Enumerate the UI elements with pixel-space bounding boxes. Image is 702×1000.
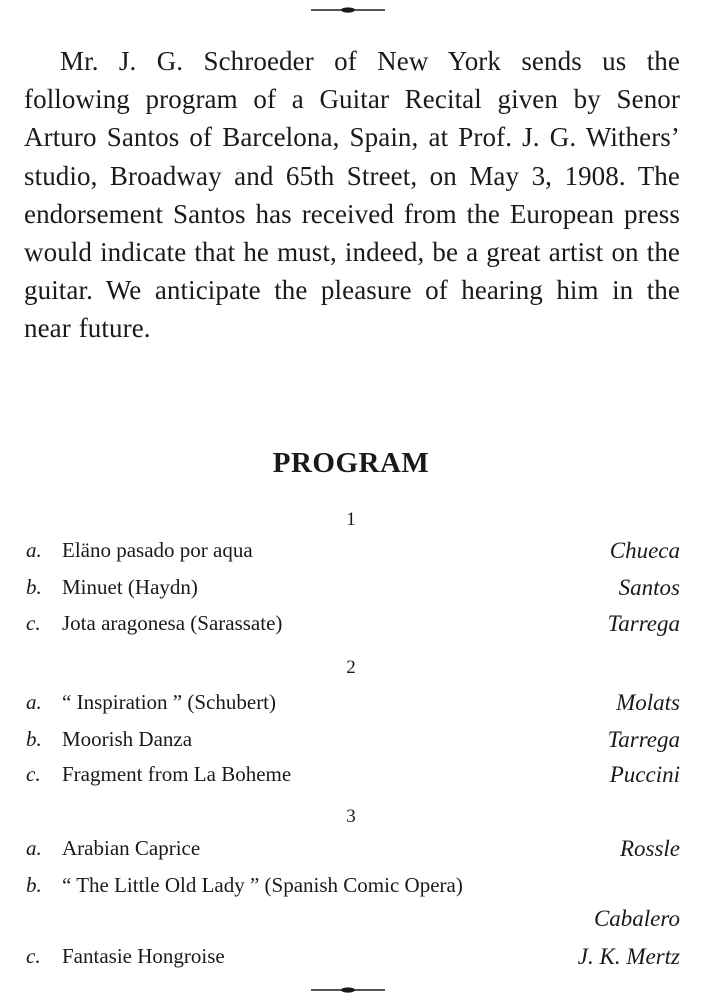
item-letter: c.	[26, 611, 41, 635]
program-item	[26, 575, 680, 605]
item-composer: Chueca	[609, 538, 680, 563]
item-letter: b.	[26, 727, 42, 751]
program-item	[26, 690, 680, 720]
item-title: Minuet (Haydn)	[62, 575, 198, 599]
item-composer: Santos	[618, 575, 680, 600]
item-title: Eläno pasado por aqua	[62, 538, 253, 562]
program-item	[26, 611, 680, 641]
program-item	[26, 836, 680, 866]
top-ornament-rule	[311, 6, 385, 14]
program-item	[26, 944, 680, 974]
item-title: Moorish Danza	[62, 727, 193, 751]
intro-paragraph: Mr. J. G. Schroeder of New York sends us the following program of a Guitar Recital given by Senor Arturo Santos of Barcelona, Spain, at Prof. J. G. Withers’ studio, Broadway and 65th Street, on May 3, 1908. The endorsement Santos has received from the European press would indicate that he must, indeed, be a great artist on the guitar. We anticipate the pleasure of hearing him in the near future.	[24, 46, 680, 344]
item-letter: b.	[26, 575, 42, 599]
program-item	[26, 873, 680, 903]
program-title: PROGRAM	[272, 447, 430, 479]
item-title: Fragment from La Boheme	[62, 762, 292, 786]
item-title: “ The Little Old Lady ” (Spanish Comic Opera)	[62, 873, 463, 897]
item-composer: Rossle	[619, 836, 680, 861]
item-letter: a.	[26, 538, 42, 562]
bottom-ornament-rule	[311, 986, 385, 994]
item-title: Jota aragonesa (Sarassate)	[62, 611, 283, 635]
program-item	[26, 538, 680, 568]
item-composer: Cabalero	[593, 906, 680, 931]
item-title: Fantasie Hongroise	[62, 944, 225, 968]
program-item	[26, 762, 680, 792]
item-title: “ Inspiration ” (Schubert)	[62, 690, 277, 714]
item-title: Arabian Caprice	[62, 836, 201, 860]
item-letter: b.	[26, 873, 42, 897]
item-letter: c.	[26, 944, 41, 968]
program-item	[26, 727, 680, 757]
item-composer: Puccini	[609, 762, 680, 787]
item-composer: Molats	[616, 690, 680, 715]
item-letter: a.	[26, 690, 42, 714]
item-composer: J. K. Mertz	[577, 944, 680, 969]
part-number-3: 3	[346, 806, 356, 827]
item-letter: a.	[26, 836, 42, 860]
part-number-1: 1	[346, 509, 356, 530]
item-letter: c.	[26, 762, 41, 786]
item-composer: Tarrega	[607, 611, 680, 636]
part-number-2: 2	[346, 657, 356, 678]
item-composer: Tarrega	[607, 727, 680, 752]
